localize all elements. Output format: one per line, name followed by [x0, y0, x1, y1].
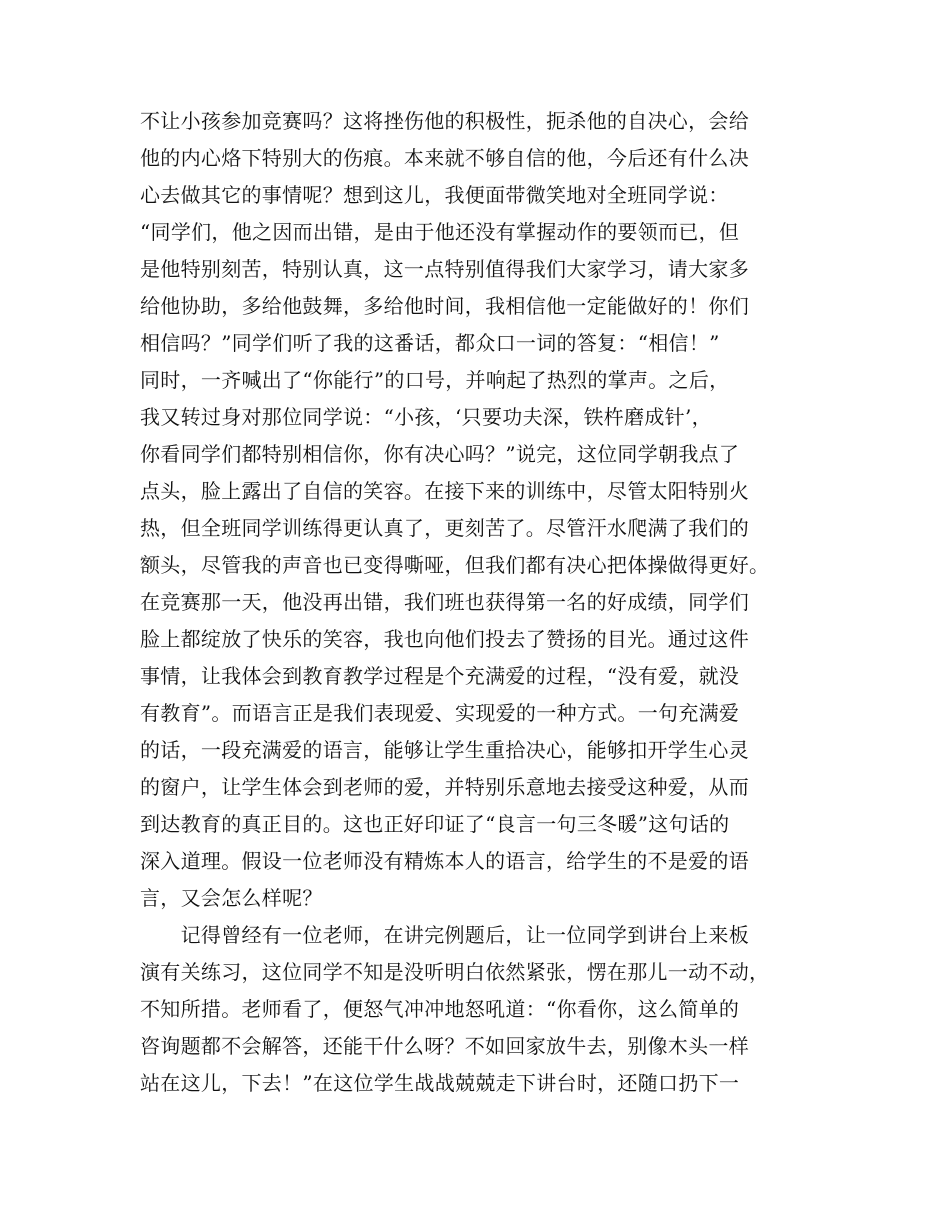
text-line: 热，但全班同学训练得更认真了，更刻苦了。尽管汗水爬满了我们的 [140, 516, 749, 540]
text-line: 是他特别刻苦，特别认真，这一点特别值得我们大家学习，请大家多 [140, 257, 749, 281]
text-line: 脸上都绽放了快乐的笑容，我也向他们投去了赞扬的目光。通过这件 [140, 627, 749, 651]
text-line: 演有关练习，这位同学不知是没听明白依然紧张，愣在那儿一动不动， [140, 960, 770, 984]
text-line: 言，又会怎么样呢？ [140, 886, 323, 910]
text-line: 同时，一齐喊出了“你能行”的口号，并响起了热烈的掌声。之后， [140, 368, 730, 392]
document-body [140, 103, 800, 1102]
text-line: 在竞赛那一天，他没再出错，我们班也获得第一名的好成绩，同学们 [140, 590, 749, 614]
text-line: 不知所措。老师看了，便怒气冲冲地怒吼道：“你看你，这么简单的 [140, 997, 740, 1021]
text-line: 记得曾经有一位老师，在讲完例题后，让一位同学到讲台上来板 [140, 923, 749, 947]
text-line: “同学们，他之因而出错，是由于他还没有掌握动作的要领而已，但 [140, 220, 740, 244]
text-line: 咨询题都不会解答，还能干什么呀？不如回家放牛去，别像木头一样 [140, 1034, 749, 1058]
text-line: 我又转过身对那位同学说：“小孩，‘只要功夫深，铁杵磨成针’， [140, 405, 712, 429]
text-line: 深入道理。假设一位老师没有精炼本人的语言，给学生的不是爱的语 [140, 849, 749, 873]
text-line: 的话，一段充满爱的语言，能够让学生重拾决心，能够扣开学生心灵 [140, 738, 749, 762]
text-line: 心去做其它的事情呢？想到这儿，我便面带微笑地对全班同学说： [140, 183, 729, 207]
text-line: 到达教育的真正目的。这也正好印证了“良言一句三冬暖”这句话的 [140, 812, 730, 836]
text-line: 你看同学们都特别相信你，你有决心吗？”说完，这位同学朝我点了 [140, 442, 740, 466]
text-line: 不让小孩参加竞赛吗？这将挫伤他的积极性，扼杀他的自决心，会给 [140, 109, 749, 133]
text-line: 事情，让我体会到教育教学过程是个充满爱的过程，“没有爱，就没 [140, 664, 740, 688]
text-line: 给他协助，多给他鼓舞，多给他时间，我相信他一定能做好的！你们 [140, 294, 749, 318]
text-line: 相信吗？”同学们听了我的这番话，都众口一词的答复：“相信！” [140, 331, 720, 355]
text-line: 他的内心烙下特别大的伤痕。本来就不够自信的他，今后还有什么决 [140, 146, 749, 170]
text-line: 站在这儿，下去！”在这位学生战战兢兢走下讲台时，还随口扔下一 [140, 1071, 740, 1095]
text-line: 点头，脸上露出了自信的笑容。在接下来的训练中，尽管太阳特别火 [140, 479, 749, 503]
text-line: 有教育”。而语言正是我们表现爱、实现爱的一种方式。一句充满爱 [140, 701, 740, 725]
text-line: 额头，尽管我的声音也已变得嘶哑，但我们都有决心把体操做得更好。 [140, 553, 770, 577]
text-line: 的窗户，让学生体会到老师的爱，并特别乐意地去接受这种爱，从而 [140, 775, 749, 799]
